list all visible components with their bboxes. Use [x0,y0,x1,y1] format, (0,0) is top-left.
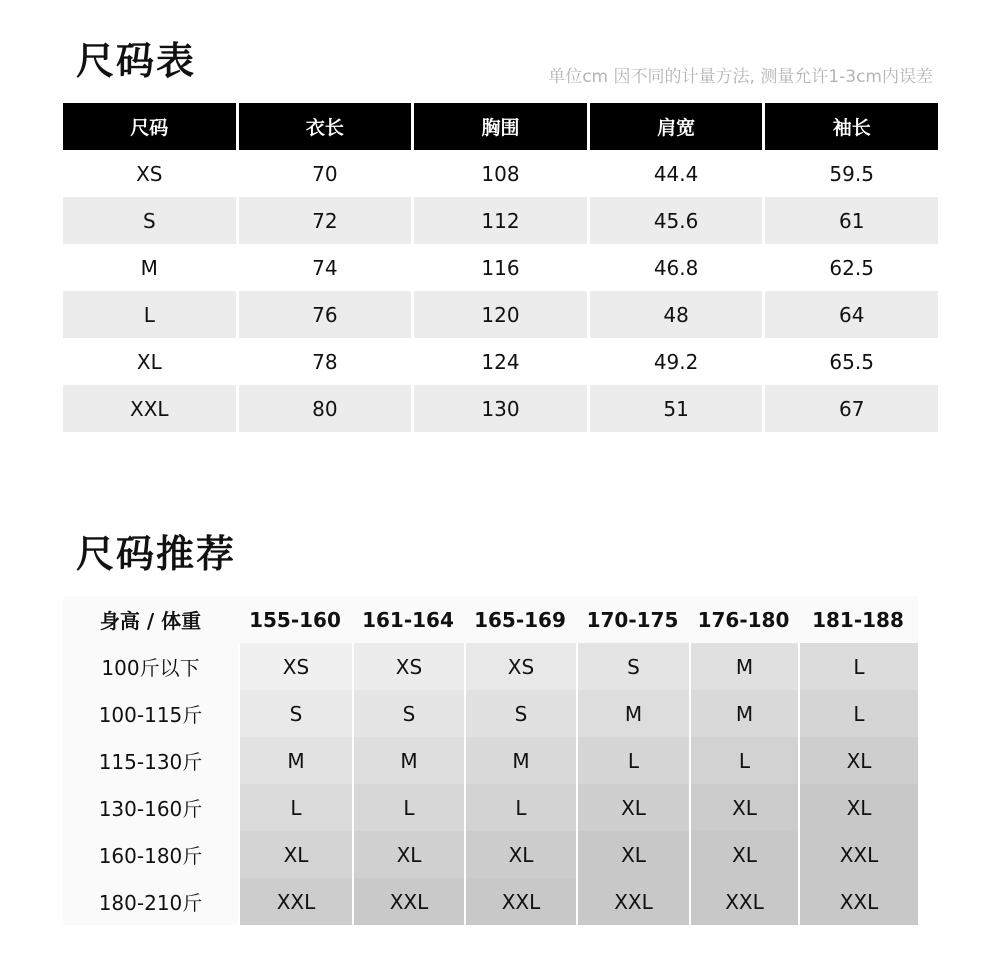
height-header: 161-164 [352,596,464,643]
size-chart-cell: 64 [765,291,938,338]
recommendation-title: 尺码推荐 [76,532,237,576]
size-chart-cell: 48 [590,291,763,338]
recommended-size-cell: XL [352,831,464,878]
recommended-size-cell: L [238,784,352,831]
recommended-size-cell: XXL [576,878,689,925]
size-chart-cell: 46.8 [653,255,699,280]
height-header: 170-175 [576,596,689,643]
weight-label: 160-180斤 [63,831,238,878]
recommended-size-cell: M [352,737,464,784]
recommended-size-cell: XL [689,831,798,878]
size-chart-cell: 120 [414,291,587,338]
size-chart-cell: XXL [63,385,236,432]
recommended-size-cell: XL [689,784,798,831]
size-chart-cell: 76 [239,291,412,338]
size-chart-cell: 108 [481,161,520,186]
size-chart-cell: L [63,291,236,338]
size-chart-cell: 44.4 [653,161,699,186]
size-chart-cell: 65.5 [829,349,874,374]
recommended-size-cell: XXL [798,878,918,925]
recommended-size-cell: XXL [464,878,576,925]
recommended-size-cell: XL [464,831,576,878]
size-chart-cell: 51 [590,385,763,432]
recommended-size-cell: L [798,643,918,690]
recommended-size-cell: XXL [238,878,352,925]
recommended-size-cell: XS [238,643,352,690]
weight-label: 130-160斤 [63,784,238,831]
recommended-size-cell: XL [576,831,689,878]
recommended-size-cell: M [576,690,689,737]
recommended-size-cell: XL [798,784,918,831]
recommended-size-cell: M [464,737,576,784]
height-header: 176-180 [689,596,798,643]
size-chart-cell: M [140,255,158,280]
size-chart-cell: 124 [481,349,520,374]
weight-label: 100-115斤 [63,690,238,737]
recommendation-table [63,596,933,925]
size-chart-cell: 116 [481,255,520,280]
recommended-size-cell: L [798,690,918,737]
recommended-size-cell: L [689,737,798,784]
size-chart-cell: 70 [312,161,338,186]
size-chart-cell: 130 [414,385,587,432]
recommended-size-cell: XL [238,831,352,878]
recommended-size-cell: M [689,643,798,690]
recommended-size-cell: XS [464,643,576,690]
header-length: 衣长 [239,103,412,150]
recommended-size-cell: XXL [352,878,464,925]
size-chart-table [63,103,938,432]
recommended-size-cell: XXL [798,831,918,878]
recommended-size-cell: XS [352,643,464,690]
recommended-size-cell: XXL [689,878,798,925]
size-chart-cell: 67 [765,385,938,432]
size-chart-cell: 74 [312,255,338,280]
weight-label: 180-210斤 [63,878,238,925]
size-chart-cell: 62.5 [829,255,874,280]
recommended-size-cell: M [238,737,352,784]
size-chart-cell: 78 [312,349,338,374]
size-chart-cell: XS [136,161,163,186]
corner-label: 身高 / 体重 [63,596,238,643]
header-size: 尺码 [63,103,236,150]
recommended-size-cell: L [464,784,576,831]
header-chest: 胸围 [414,103,587,150]
size-chart-cell: 80 [239,385,412,432]
size-chart-cell: 45.6 [590,197,763,244]
weight-label: 100斤以下 [63,643,238,690]
height-header: 181-188 [798,596,918,643]
size-chart-cell: 49.2 [653,349,699,374]
size-chart-cell: XL [136,349,162,374]
height-header: 155-160 [238,596,352,643]
height-header: 165-169 [464,596,576,643]
measurement-note: 单位cm 因不同的计量方法, 测量允许1-3cm内误差 [548,67,933,87]
size-chart-cell: 59.5 [829,161,874,186]
recommended-size-cell: S [352,690,464,737]
weight-label: 115-130斤 [63,737,238,784]
header-shoulder: 肩宽 [590,103,763,150]
size-chart-title: 尺码表 [76,39,197,83]
size-chart-cell: 112 [414,197,587,244]
recommended-size-cell: M [689,690,798,737]
size-chart-cell: 61 [765,197,938,244]
size-chart-cell: S [63,197,236,244]
size-chart-cell: 72 [239,197,412,244]
recommended-size-cell: XL [798,737,918,784]
recommended-size-cell: L [352,784,464,831]
recommended-size-cell: S [576,643,689,690]
header-sleeve: 袖长 [765,103,938,150]
recommended-size-cell: L [576,737,689,784]
recommended-size-cell: S [238,690,352,737]
recommended-size-cell: S [464,690,576,737]
recommended-size-cell: XL [576,784,689,831]
